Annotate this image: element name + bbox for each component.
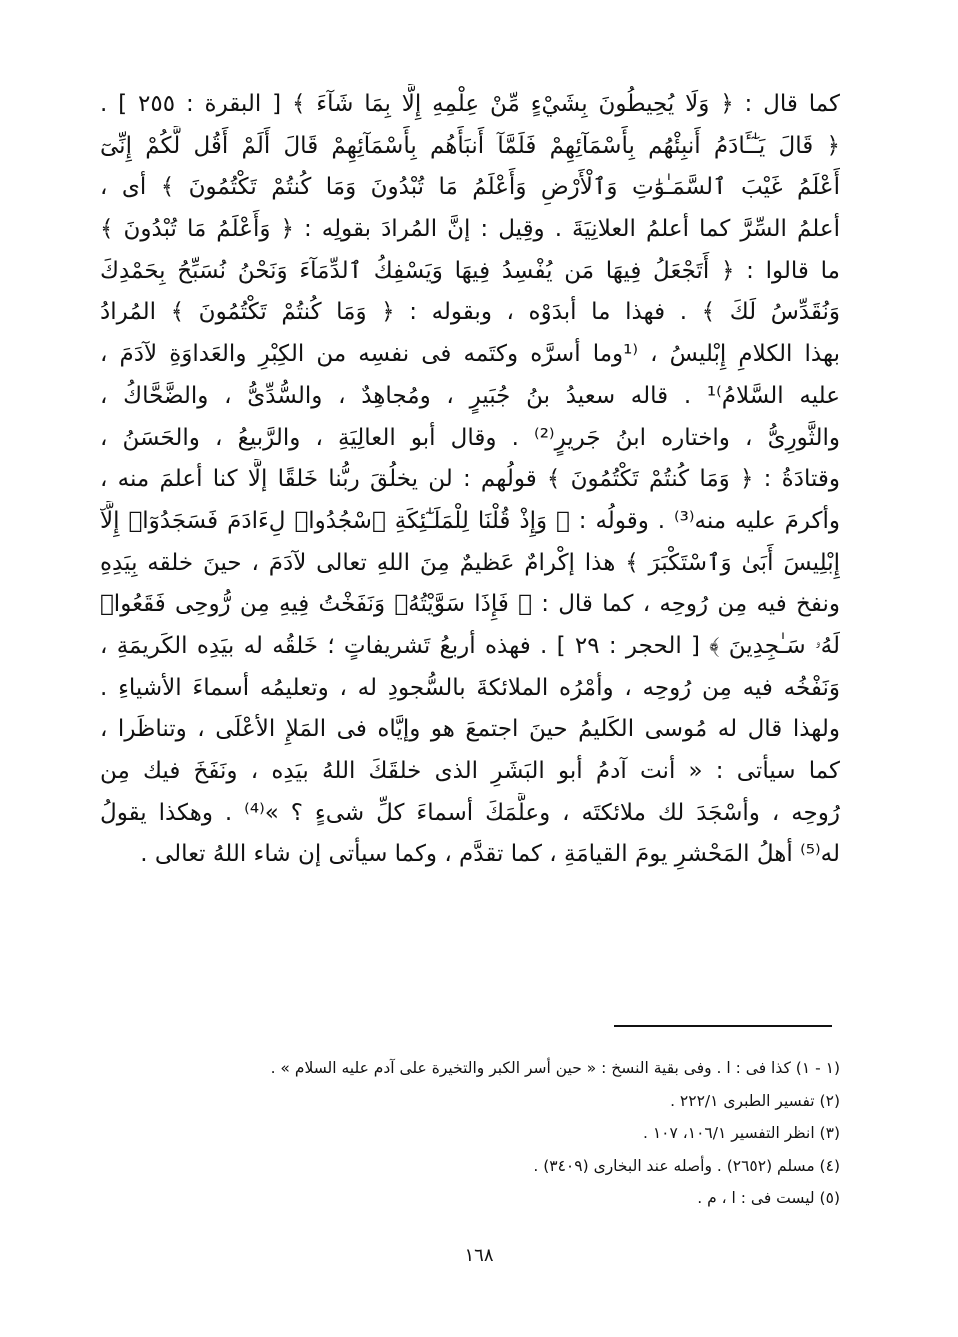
footnote-2: (٢) تفسير الطبرى ٢٢٢/١ . — [670, 1091, 840, 1110]
footnote-1: (١ - ١) كذا فى : ا . وفى بقية النسخ : « حين أسر الكبر والتخيرة على آدم عليه السلام » . — [270, 1059, 840, 1077]
text-line-14: لَهُۥ سَـٰجِدِينَ ﴾ [ الحجر : ٢٩ ] . فهذه أربعُ تَشريفاتٍ ؛ خَلقُه له بيَدِه الكَريمَةِ ، — [100, 632, 840, 659]
text-line-3: أَعْلَمُ غَيْبَ ٱلسَّمَـٰوَٰتِ وَٱلْأَرْضِ وَأَعْلَمُ مَا تُبْدُونَ وَمَا كُنتُمْ تَكْتُمُونَ ﴾ أى ، — [100, 174, 840, 201]
text-line-11: وأكرمَ عليه منه⁽³⁾ . وقولُه : ﴿ وَإِذْ قُلْنَا لِلْمَلَـٰٓئِكَةِ ٱسْجُدُوا۟ لِءَادَمَ فَسَجَدُوٓا۟ إِلَّآ — [100, 507, 840, 534]
text-line-15: وَنَفْخُه فيه مِن رُوحِه ، وأمْرُه الملائكةَ بالسُّجودِ له ، وتعليمُه أسماءَ الأشياءِ . — [100, 674, 840, 701]
text-line-5: ما قالوا : ﴿ أَتَجْعَلُ فِيهَا مَن يُفْسِدُ فِيهَا وَيَسْفِكُ ٱلدِّمَآءَ وَنَحْنُ نُسَبِّحُ بِحَمْدِكَ — [100, 257, 840, 284]
text-line-2: ﴿ قَالَ يَـٰٓـَٔادَمُ أَنبِئْهُم بِأَسْمَآئِهِمْ فَلَمَّآ أَنبَأَهُم بِأَسْمَآئِهِمْ قَالَ أَلَمْ أَقُل لَّكُمْ إِنِّىٓ — [100, 132, 840, 159]
text-line-10: وقتادَةُ : ﴿ وَمَا كُنتُمْ تَكْتُمُونَ ﴾ قولُهم : لن يخلُقَ ربُّنا خَلقًا إلَّا كنا أعلمَ منه ، — [100, 466, 840, 493]
footnote-separator — [614, 1025, 832, 1027]
footnote-4: (٤) مسلم (٢٦٥٢) . وأصله عند البخارى (٣٤٠٩) . — [533, 1156, 840, 1175]
text-line-9: والثَّورِىُّ ، واختاره ابنُ جَريرٍ⁽²⁾ . وقال أبو العالِيَةِ ، والرَّبيعُ ، والحَسَنُ ، — [100, 424, 840, 451]
page-number: ١٦٨ — [464, 1245, 494, 1266]
footnote-3: (٣) انظر التفسير ١٠٦/١، ١٠٧ . — [642, 1124, 840, 1142]
text-line-4: أعلمُ السِّرَّ كما أعلمُ العلانِيَةَ . وقِيل : إنَّ المُرادَ بقولِه : ﴿ وَأَعْلَمُ مَا تُبْدُونَ ﴾ — [100, 216, 840, 243]
text-line-1: كما قال : ﴿ وَلَا يُحِيطُونَ بِشَيْءٍ مِّنْ عِلْمِهِ إِلَّا بِمَا شَآءَ ﴾ [ البقرة : ٢٥٥ ] . — [100, 91, 840, 117]
text-line-7: بهذا الكلامِ إِبْليسُ ، ⁽¹وما أسرَّه وكتَمه فى نفسِه من الكِبْرِ والعَداوَةِ لآدَمَ ، — [100, 341, 840, 368]
text-line-13: ونفخ فيه مِن رُوحِه ، كما قال : ﴿ فَإِذَا سَوَّيْتُهُۥ وَنَفَخْتُ فِيهِ مِن رُّوحِى فَقَعُوا۟ — [100, 591, 840, 618]
footnote-5: (٥) ليست فى : ا ، م . — [697, 1189, 840, 1207]
text-line-17: كما سيأتى : « أنت آدمُ أبو البَشَرِ الذى خلقَكَ اللهُ بيَدِه ، ونَفَخَ فيك مِن — [100, 758, 840, 784]
footnotes — [140, 1052, 840, 1215]
text-line-16: ولهذا قال له مُوسى الكَليمُ حينَ اجتمعَ هو وإيَّاه فى المَلإِ الأعْلَى ، وتناظَرا ، — [100, 716, 840, 743]
text-line-19: له⁽⁵⁾ أهلُ المَحْشرِ يومَ القيامَةِ ، كما تقدَّم ، وكما سيأتى إن شاء اللهُ تعالى . — [140, 841, 840, 868]
text-line-18: رُوحِه ، وأسْجَدَ لك ملائكتَه ، وعلَّمَكَ أسماءَ كلِّ شىءٍ ؟ »⁽⁴⁾ . وهكذا يقولُ — [100, 799, 840, 826]
main-text — [100, 84, 840, 876]
text-line-12: إِبْلِيسَ أَبَىٰ وَٱسْتَكْبَرَ ﴾ هذا إكْرامٌ عَظيمٌ مِنَ اللهِ تعالى لآدَمَ ، حينَ خلقه بِيَدِهِ — [100, 549, 840, 576]
text-line-6: وَنُقَدِّسُ لَكَ ﴾ . فهذا ما أبدَوْه ، وبقوله : ﴿ وَمَا كُنتُمْ تَكْتُمُونَ ﴾ المُرادُ — [100, 299, 840, 326]
text-line-8: عليه السَّلامُ⁾¹ . قاله سعيدُ بنُ جُبَيرٍ ، ومُجاهِدٌ ، والسُّدِّىُّ ، والضَّحَّاكُ ، — [100, 382, 840, 409]
